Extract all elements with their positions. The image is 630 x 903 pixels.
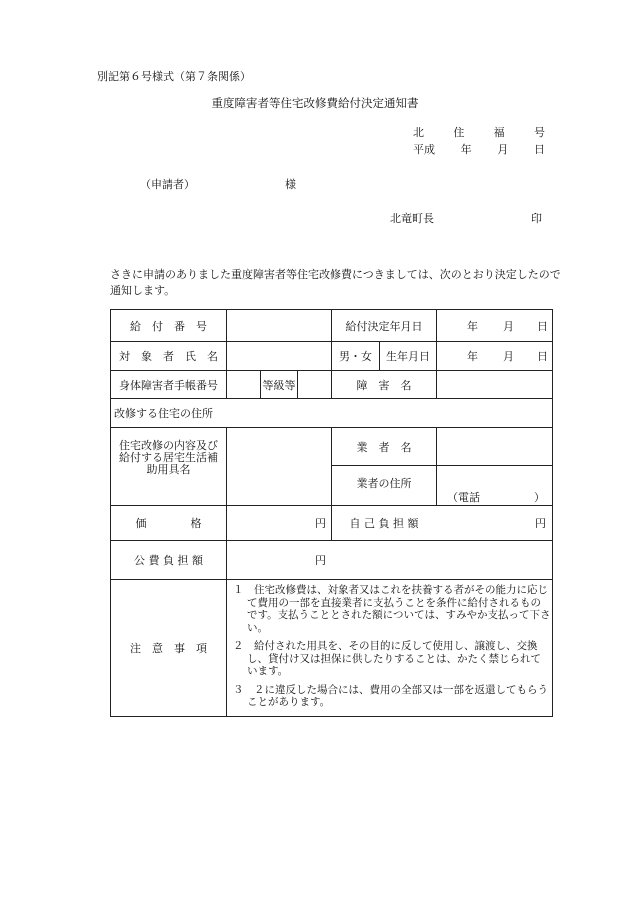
form-number: 別記第６号様式（第７条関係） [97,70,251,83]
disability-name-label: 障 害 名 [356,378,412,392]
self-pay-field[interactable] [437,506,552,540]
grade-field[interactable] [298,371,331,398]
ref-part: 住 [453,126,465,139]
note-item: １ 住宅改修費は、対象者又はこれを扶養する者がその能力に応じて費用の一部を直接業者に支払うことを条件に給付されるものです。支払うこととされた額については、すみやか支払って下さい。 [233,584,551,634]
yen-unit: 円 [315,554,326,567]
housing-address-label: 改修する住宅の住所 [114,407,213,420]
birthdate-label: 生年月日 [386,350,430,363]
issuer-name: 北竜町長 [390,212,434,225]
ref-part: 号 [533,126,545,139]
contractor-address-label: 業者の住所 [356,476,412,490]
renovation-content-label: 住宅改修の内容及び給付する居宅生活補助用具名 [119,438,218,476]
notes-label: 注 意 事 項 [130,642,207,655]
applicant-honorific: 様 [285,178,296,191]
benefit-number-field[interactable] [227,310,331,341]
gender-choice[interactable]: 男・女 [339,350,372,363]
yen-unit: 円 [535,517,546,530]
subject-name-field[interactable] [227,342,331,370]
public-burden-field[interactable] [227,541,552,579]
renovation-content-field[interactable] [227,428,331,505]
disability-name-field[interactable] [437,371,552,398]
date-part: 平成 [413,143,435,156]
month-label: 月 [503,350,514,363]
note-item: ３ ２に違反した場合には、費用の全部又は一部を返還してもらうことがあります。 [233,683,548,708]
birthdate-field[interactable] [437,342,552,370]
contractor-name-label: 業 者 名 [356,440,412,454]
note-item: ２ 給付された用具を、その目的に反して使用し、譲渡し、交換し、貸付け又は担保に供したりすることは、かたく禁じられています。 [233,640,541,677]
phone-close: ） [534,491,545,504]
decision-date-field[interactable] [437,310,552,341]
decision-date-label: 給付決定年月日 [345,319,423,333]
yen-unit: 円 [315,517,326,530]
contractor-name-field[interactable] [437,428,552,465]
document-title: 重度障害者等住宅改修費給付決定通知書 [211,96,419,110]
price-label: 価 格 [135,517,202,530]
subject-name-label: 対 象 者 氏 名 [119,350,218,363]
ref-part: 北 [413,126,424,139]
day-label: 日 [537,319,548,333]
year-label: 年 [467,319,478,333]
handbook-number-field[interactable] [227,371,260,398]
intro-text: さきに申請のありました重度障害者等住宅改修費につきましては、次のとおり決定したので通知します。 [110,268,561,297]
date-part: 月 [497,143,509,156]
contractor-address-field[interactable] [437,466,552,505]
benefit-number-label: 給 付 番 号 [130,319,207,333]
month-label: 月 [503,319,514,333]
date-part: 年 [460,143,472,156]
notes-list [233,584,551,715]
public-burden-label: 公 費 負 担 額 [134,554,203,567]
seal-mark: 印 [531,212,542,225]
self-pay-label: 自 己 負 担 額 [349,517,419,530]
year-label: 年 [467,350,478,363]
housing-address-field[interactable] [234,399,552,427]
ref-part: 福 [493,126,505,139]
price-field[interactable] [227,506,331,540]
day-label: 日 [537,350,548,363]
phone-label: （電話 [447,491,480,504]
applicant-label: （申請者） [140,178,195,191]
date-part: 日 [533,143,545,156]
grade-label: 等級等 [262,378,296,392]
handbook-number-label: 身体障害者手帳番号 [119,378,218,392]
